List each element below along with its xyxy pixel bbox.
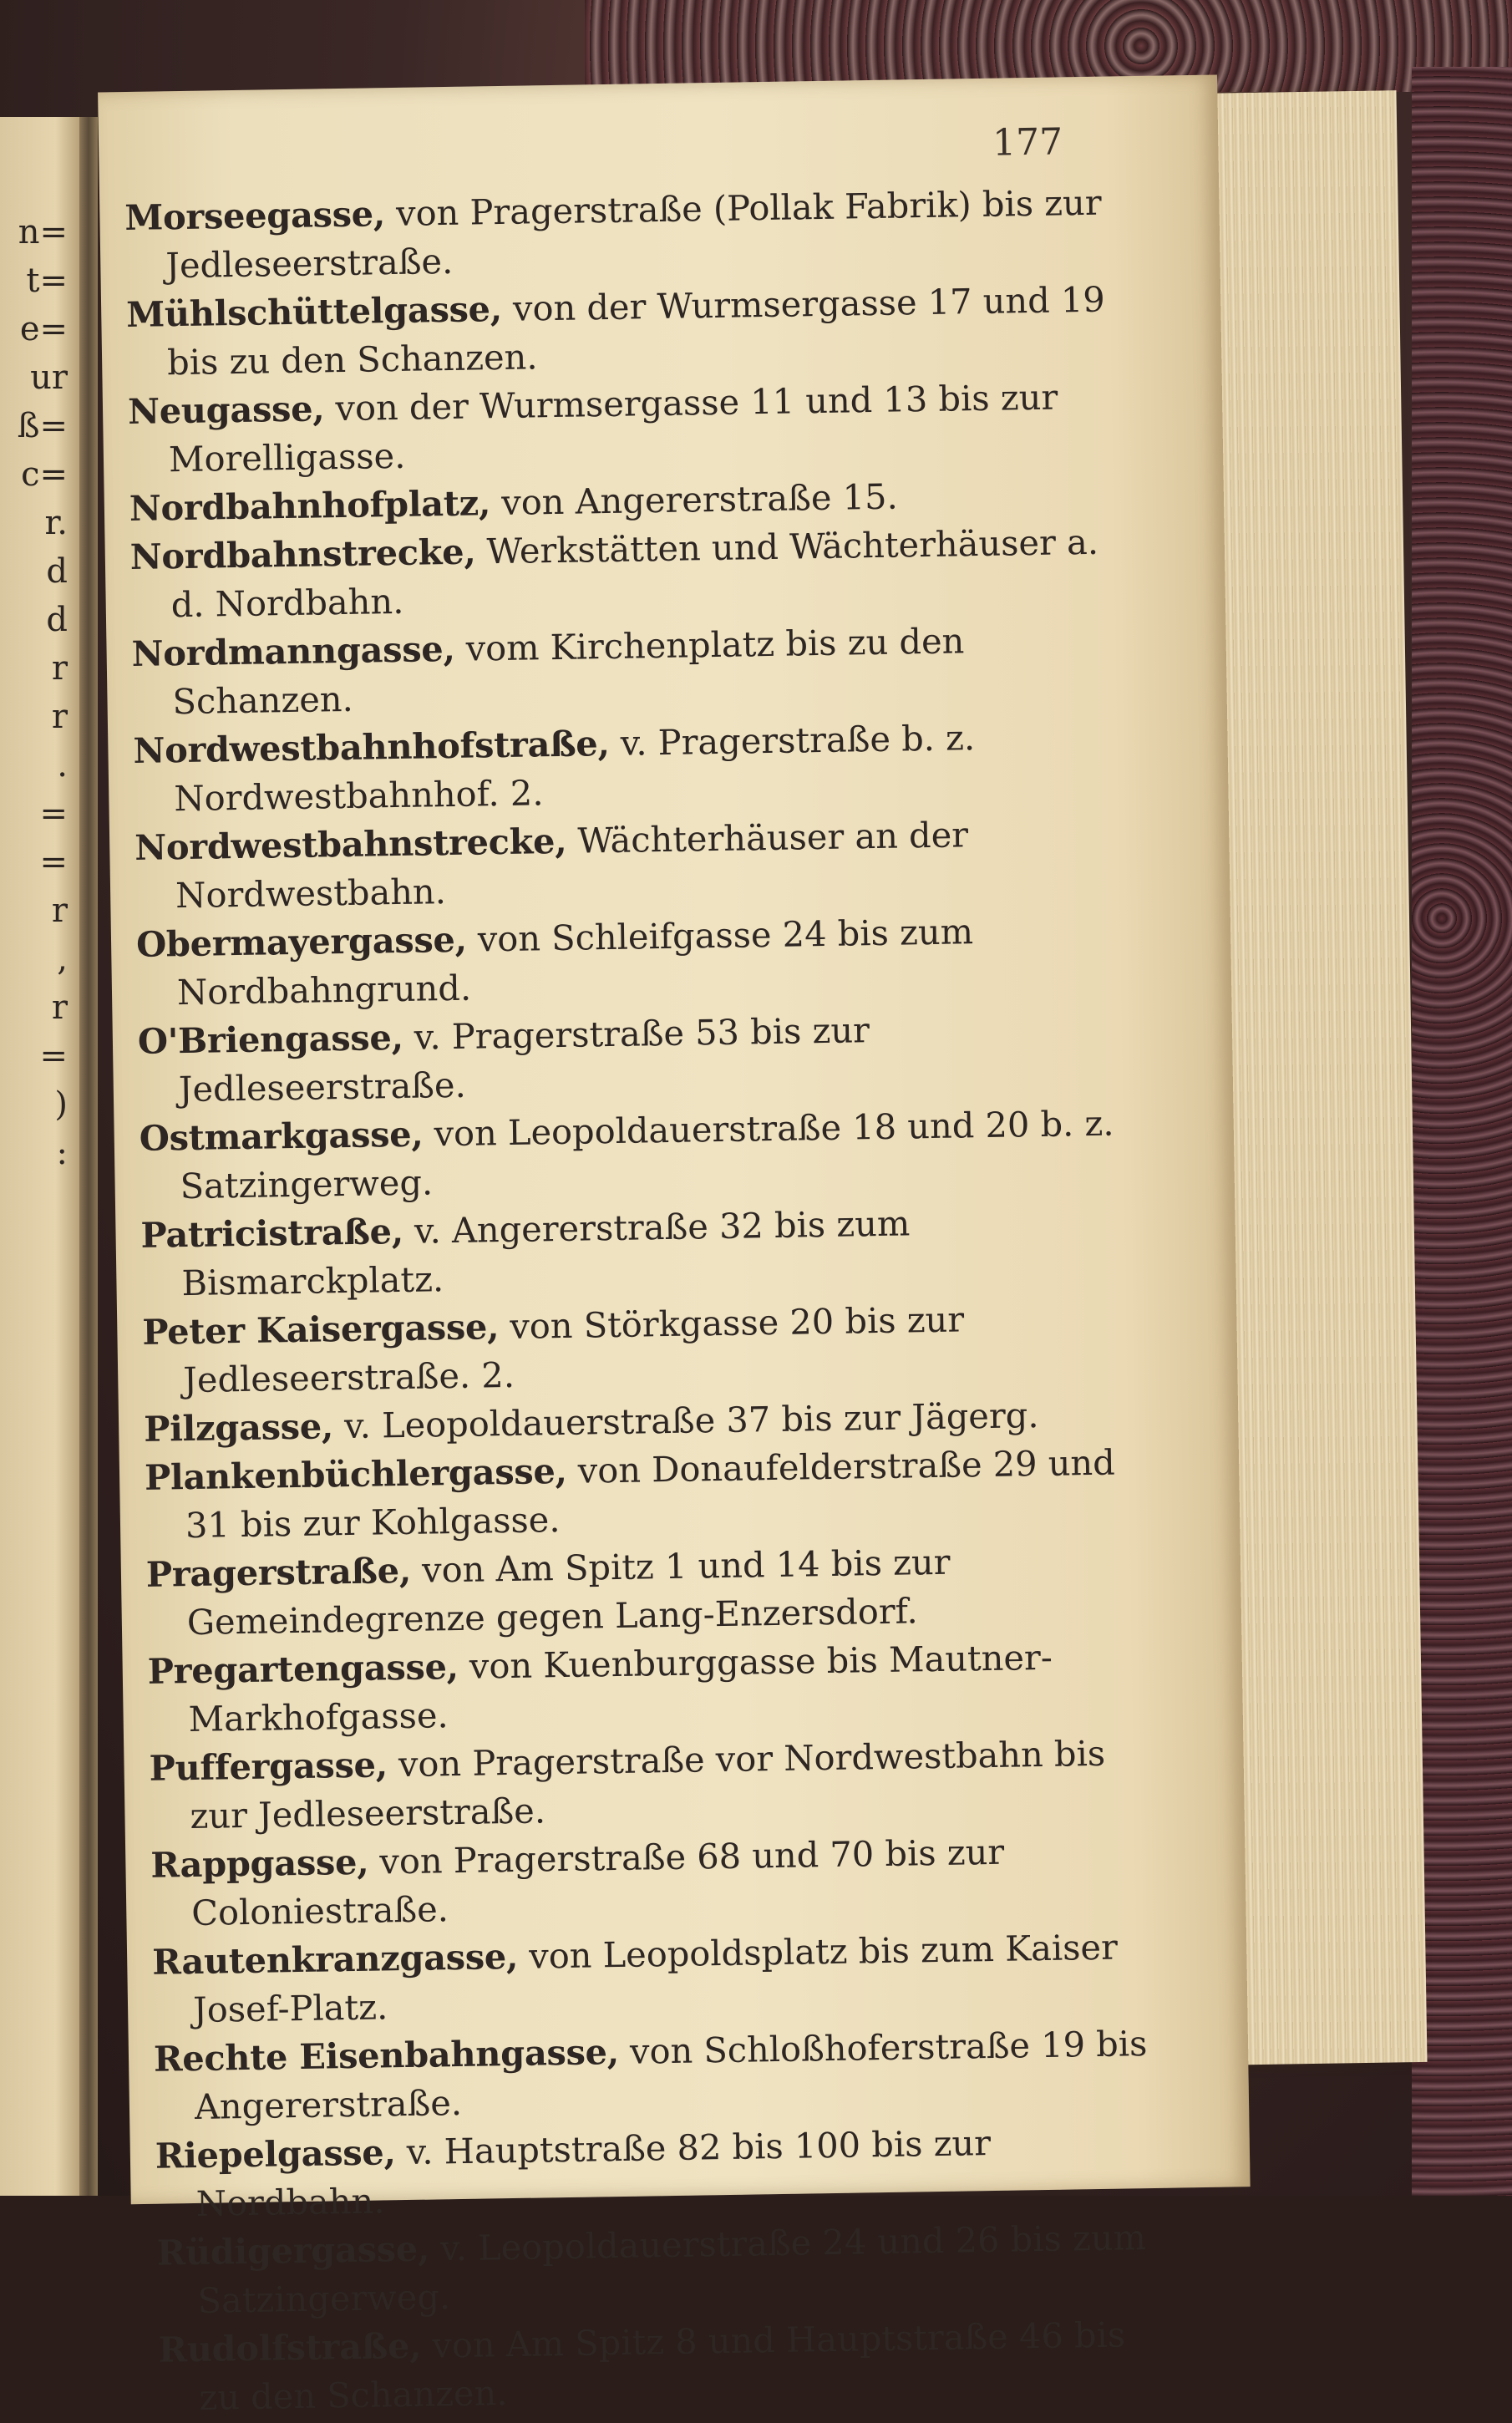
street-description: von Pragerstraße 68 und 70 bis zur Coloniestraße. (190, 1831, 1005, 1934)
left-page-fragment: t= (26, 262, 68, 300)
directory-entry (124, 178, 1129, 291)
left-page-fragment: = (39, 1037, 68, 1075)
directory-entry (155, 2116, 1159, 2229)
street-description: v. Hauptstraße 82 bis 100 bis zur Nordbahn. (195, 2122, 992, 2224)
directory-entry (140, 1196, 1144, 1308)
left-page-fragment: ß= (17, 407, 68, 445)
page-number: 177 (992, 120, 1063, 165)
directory-entry (150, 1826, 1154, 1938)
street-name: Puffergasse, (149, 1744, 388, 1789)
street-name: Patricistraße, (140, 1210, 404, 1256)
street-name: Nordwestbahnhofstraße, (133, 723, 610, 771)
street-name: Rappgasse, (150, 1841, 369, 1886)
left-page-fragment: r (51, 891, 68, 930)
street-description: v. Leopoldauerstraße 24 und 26 bis zum Satzingerweg. (197, 2217, 1147, 2321)
street-name: Obermayergasse, (135, 918, 468, 965)
street-name: O'Briengasse, (137, 1016, 404, 1062)
street-description: vom Kirchenplatz bis zu den Schanzen. (172, 620, 965, 723)
left-page-fragment: ) (54, 1085, 68, 1124)
street-description: von der Wurmsergasse 11 und 13 bis zur Morelligasse. (168, 376, 1058, 480)
street-directory (124, 178, 1162, 2423)
street-name: Rautenkranzgasse, (151, 1935, 519, 1983)
street-name: Riepelgasse, (155, 2131, 396, 2177)
street-name: Nordmanngasse, (131, 627, 455, 674)
street-description: von Störkgasse 20 bis zur Jedleseerstraße. 2. (182, 1298, 965, 1401)
directory-entry (134, 808, 1139, 921)
left-page-fragment: c= (21, 455, 68, 494)
street-name: Peter Kaisergasse, (142, 1306, 500, 1353)
street-name: Mühlschüttelgasse, (125, 287, 503, 336)
street-name: Rudolfstraße, (158, 2324, 422, 2370)
street-description: von Angererstraße 15. (500, 475, 899, 523)
left-page-fragment: . (57, 746, 68, 785)
directory-entry (133, 711, 1137, 824)
directory-entry (147, 1632, 1151, 1745)
left-page-fragment: = (39, 843, 68, 881)
directory-entry (128, 372, 1132, 485)
directory-entry (145, 1438, 1149, 1551)
street-name: Nordbahnhofplatz, (129, 482, 491, 529)
left-page-fragment: r (51, 698, 68, 736)
street-name: Pragerstraße, (145, 1549, 412, 1595)
directory-entry (137, 1002, 1141, 1115)
street-description: von Kuenburggasse bis Mautner-Markhofgasse. (188, 1636, 1053, 1740)
street-name: Pilzgasse, (143, 1405, 334, 1450)
street-description: v. Leopoldauerstraße 37 bis zur Jägerg. (343, 1394, 1039, 1447)
street-name: Rüdigergasse, (156, 2227, 430, 2273)
street-description: v. Pragerstraße b. z. Nordwestbahnhof. 2. (173, 717, 976, 820)
street-name: Morseegasse, (124, 193, 386, 239)
left-page-fragment: n= (18, 213, 68, 251)
street-description: von Donaufelderstraße 29 und 31 bis zur Kohlgasse. (185, 1441, 1116, 1547)
street-name: Neugasse, (127, 388, 325, 433)
directory-entry (152, 1923, 1156, 2035)
street-description: v. Angererstraße 32 bis zum Bismarckplatz. (181, 1202, 911, 1304)
directory-entry (129, 517, 1134, 630)
street-name: Pregartengasse, (147, 1645, 459, 1692)
street-name: Ostmarkgasse, (139, 1113, 424, 1159)
street-description: von Am Spitz 8 und Hauptstraße 46 bis zu den Schanzen. (199, 2314, 1126, 2418)
directory-entry (126, 275, 1130, 388)
directory-entry (139, 1099, 1143, 1212)
street-description: Werkstätten und Wächterhäuser a. d. Nordbahn. (170, 521, 1099, 626)
directory-entry (156, 2213, 1160, 2326)
street-description: v. Pragerstraße 53 bis zur Jedleseerstraße. (178, 1009, 870, 1110)
street-description: von Pragerstraße vor Nordwestbahn bis zur Jedleseerstraße. (190, 1732, 1106, 1837)
street-description: von Schloßhoferstraße 19 bis Angererstraße. (194, 2023, 1148, 2127)
book-gutter (79, 117, 98, 2196)
street-description: von Pragerstraße (Pollak Fabrik) bis zur Jedleseerstraße. (165, 181, 1103, 287)
street-description: Wächterhäuser an der Nordwestbahn. (175, 814, 969, 917)
left-page-fragment: e= (19, 310, 68, 348)
street-description: von Leopoldauerstraße 18 und 20 b. z. Satzingerweg. (180, 1102, 1114, 1207)
book-cover-right (1412, 67, 1512, 2196)
street-description: von Leopoldsplatz bis zum Kaiser Josef-Platz. (192, 1926, 1119, 2031)
left-page-fragment: ur (30, 358, 68, 397)
left-page-fragment: r (51, 988, 68, 1027)
directory-entry (154, 2019, 1158, 2132)
street-name: Nordwestbahnstrecke, (134, 820, 567, 868)
left-page-fragment: d (46, 601, 68, 639)
directory-entry (142, 1293, 1146, 1405)
left-page-fragment: : (56, 1134, 68, 1172)
street-name: Plankenbüchlergasse, (144, 1450, 567, 1498)
left-page-fragment: d (46, 552, 68, 591)
directory-entry (149, 1729, 1153, 1841)
street-description: von der Wurmsergasse 17 und 19 bis zu den Schanzen. (166, 278, 1106, 384)
street-description: von Am Spitz 1 und 14 bis zur Gemeindegrenze gegen Lang-Enzersdorf. (186, 1541, 951, 1643)
street-name: Nordbahnstrecke, (129, 531, 476, 577)
directory-entry (158, 2310, 1162, 2423)
directory-entry (131, 614, 1135, 727)
street-description: von Schleifgasse 24 bis zum Nordbahngrund. (176, 911, 974, 1013)
directory-entry (136, 905, 1140, 1018)
left-page-fragment: r (51, 649, 68, 688)
street-name: Rechte Eisenbahngasse, (153, 2031, 620, 2080)
left-page-fragment: , (57, 940, 68, 978)
left-page-fragment: = (39, 795, 68, 833)
right-page (98, 74, 1251, 2418)
left-page (0, 117, 79, 2196)
directory-entry (146, 1535, 1150, 1648)
left-page-fragment: r. (44, 504, 68, 542)
